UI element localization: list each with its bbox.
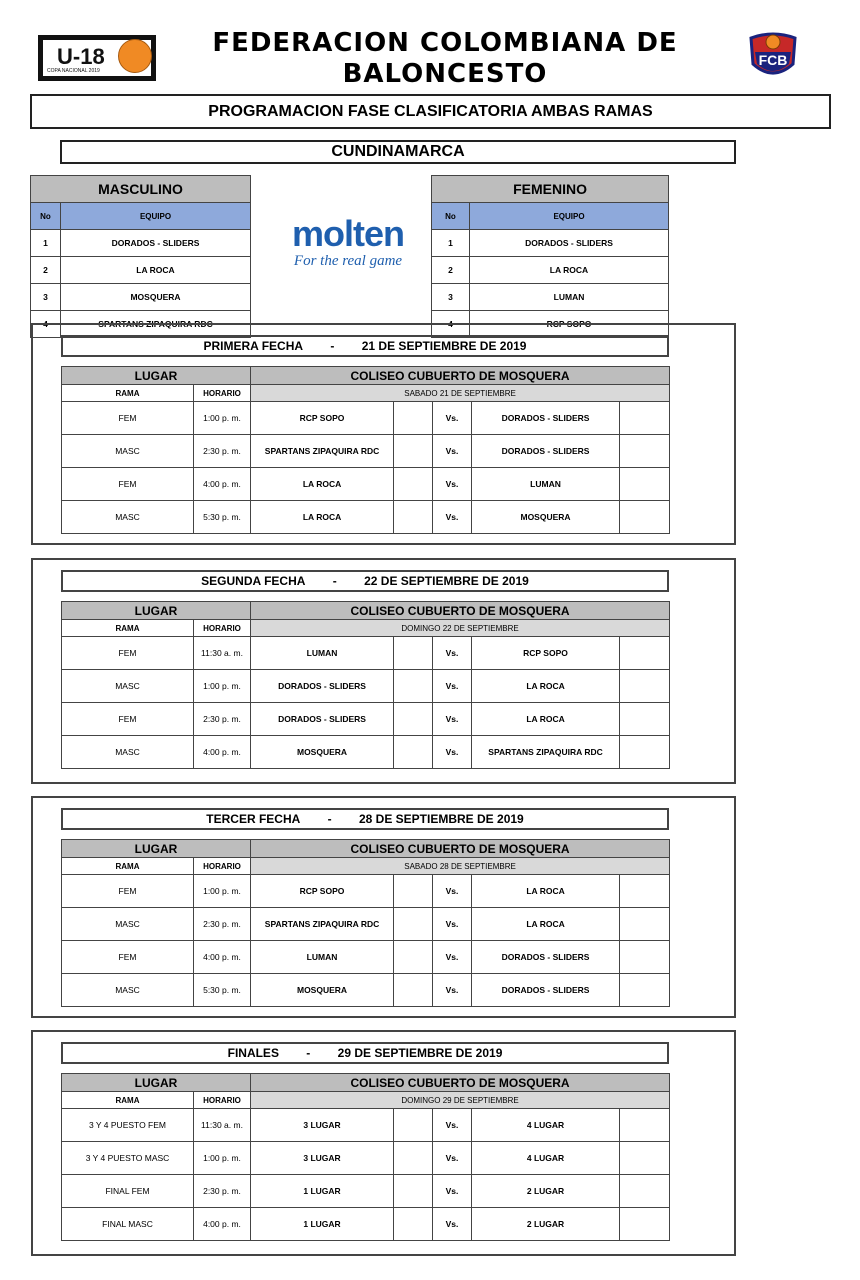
- game-row: [62, 1175, 670, 1208]
- federation-title: [150, 28, 740, 90]
- team-name: SPARTANS ZIPAQUIRA RDC: [61, 311, 251, 338]
- game-away-team: LA ROCA: [472, 670, 620, 703]
- game-rama: MASC: [62, 670, 194, 703]
- game-blank: [394, 670, 433, 703]
- game-away-team: DORADOS - SLIDERS: [472, 402, 620, 435]
- game-vs: Vs.: [433, 468, 472, 501]
- game-time: 11:30 a. m.: [194, 637, 251, 670]
- team-no: 1: [31, 230, 61, 257]
- round-name: SEGUNDA FECHA: [201, 574, 306, 588]
- game-home-team: SPARTANS ZIPAQUIRA RDC: [251, 435, 394, 468]
- game-rama: MASC: [62, 974, 194, 1007]
- game-home-team: RCP SOPO: [251, 875, 394, 908]
- game-rama: FEM: [62, 703, 194, 736]
- game-vs: Vs.: [433, 703, 472, 736]
- round-section: [31, 558, 736, 784]
- game-vs: Vs.: [433, 908, 472, 941]
- game-away-team: MOSQUERA: [472, 501, 620, 534]
- game-home-team: MOSQUERA: [251, 974, 394, 1007]
- game-blank: [620, 974, 670, 1007]
- game-time: 11:30 a. m.: [194, 1109, 251, 1142]
- game-row: [62, 875, 670, 908]
- team-no: 4: [31, 311, 61, 338]
- game-home-team: 1 LUGAR: [251, 1175, 394, 1208]
- game-row: [62, 974, 670, 1007]
- game-blank: [620, 435, 670, 468]
- game-away-team: DORADOS - SLIDERS: [472, 941, 620, 974]
- game-row: [62, 703, 670, 736]
- game-away-team: LA ROCA: [472, 875, 620, 908]
- team-name: LUMAN: [470, 284, 669, 311]
- team-name: MOSQUERA: [61, 284, 251, 311]
- game-rama: MASC: [62, 908, 194, 941]
- u18-logo: [38, 35, 156, 81]
- horario-header: HORARIO: [194, 858, 251, 875]
- game-vs: Vs.: [433, 1175, 472, 1208]
- round-separator: -: [332, 574, 337, 588]
- team-no: 4: [432, 311, 470, 338]
- game-row: [62, 1208, 670, 1241]
- team-no: 2: [432, 257, 470, 284]
- federation-title-line1: FEDERACION COLOMBIANA DE: [212, 28, 678, 58]
- col-team: EQUIPO: [470, 203, 669, 230]
- round-date-bar: [61, 1042, 669, 1064]
- molten-brand: molten: [291, 213, 404, 254]
- games-table: [61, 366, 670, 534]
- game-time: 4:00 p. m.: [194, 941, 251, 974]
- game-away-team: 2 LUGAR: [472, 1175, 620, 1208]
- game-blank: [620, 1208, 670, 1241]
- day-header: SABADO 28 DE SEPTIEMBRE: [251, 858, 670, 875]
- game-row: [62, 670, 670, 703]
- federation-title-line2: BALONCESTO: [342, 59, 548, 89]
- game-home-team: DORADOS - SLIDERS: [251, 703, 394, 736]
- game-rama: FINAL FEM: [62, 1175, 194, 1208]
- horario-header: HORARIO: [194, 1092, 251, 1109]
- game-rama: FEM: [62, 402, 194, 435]
- game-blank: [394, 1175, 433, 1208]
- game-blank: [394, 736, 433, 769]
- game-home-team: LA ROCA: [251, 501, 394, 534]
- game-vs: Vs.: [433, 1142, 472, 1175]
- games-table: [61, 601, 670, 769]
- game-away-team: 4 LUGAR: [472, 1109, 620, 1142]
- game-blank: [620, 670, 670, 703]
- game-away-team: DORADOS - SLIDERS: [472, 974, 620, 1007]
- game-row: [62, 435, 670, 468]
- lugar-header: LUGAR: [62, 602, 251, 620]
- femenino-title: FEMENINO: [432, 176, 669, 203]
- game-time: 2:30 p. m.: [194, 908, 251, 941]
- day-header: SABADO 21 DE SEPTIEMBRE: [251, 385, 670, 402]
- venue-header: COLISEO CUBUERTO DE MOSQUERA: [251, 602, 670, 620]
- lugar-header: LUGAR: [62, 367, 251, 385]
- game-vs: Vs.: [433, 1109, 472, 1142]
- game-vs: Vs.: [433, 501, 472, 534]
- game-rama: MASC: [62, 435, 194, 468]
- team-no: 1: [432, 230, 470, 257]
- venue-header: COLISEO CUBUERTO DE MOSQUERA: [251, 840, 670, 858]
- game-time: 1:00 p. m.: [194, 670, 251, 703]
- game-vs: Vs.: [433, 670, 472, 703]
- team-no: 2: [31, 257, 61, 284]
- game-row: [62, 468, 670, 501]
- game-blank: [394, 637, 433, 670]
- game-blank: [394, 1142, 433, 1175]
- game-home-team: SPARTANS ZIPAQUIRA RDC: [251, 908, 394, 941]
- col-team: EQUIPO: [61, 203, 251, 230]
- round-separator: -: [327, 812, 332, 826]
- game-time: 4:00 p. m.: [194, 736, 251, 769]
- game-vs: Vs.: [433, 637, 472, 670]
- game-row: [62, 941, 670, 974]
- game-blank: [394, 435, 433, 468]
- game-time: 1:00 p. m.: [194, 875, 251, 908]
- col-no: No: [432, 203, 470, 230]
- round-date: 29 DE SEPTIEMBRE DE 2019: [337, 1046, 503, 1060]
- game-row: [62, 501, 670, 534]
- game-row: [62, 1142, 670, 1175]
- game-home-team: LUMAN: [251, 637, 394, 670]
- game-rama: 3 Y 4 PUESTO FEM: [62, 1109, 194, 1142]
- game-rama: FEM: [62, 941, 194, 974]
- game-home-team: 3 LUGAR: [251, 1142, 394, 1175]
- basketball-icon: [118, 39, 152, 73]
- game-row: [62, 1109, 670, 1142]
- team-name: LA ROCA: [470, 257, 669, 284]
- game-blank: [620, 637, 670, 670]
- game-time: 2:30 p. m.: [194, 1175, 251, 1208]
- round-section: [31, 796, 736, 1018]
- masculino-teams-table: [30, 175, 251, 338]
- masculino-title: MASCULINO: [31, 176, 251, 203]
- game-time: 1:00 p. m.: [194, 402, 251, 435]
- game-blank: [620, 941, 670, 974]
- game-blank: [620, 736, 670, 769]
- game-away-team: SPARTANS ZIPAQUIRA RDC: [472, 736, 620, 769]
- game-home-team: RCP SOPO: [251, 402, 394, 435]
- venue-header: COLISEO CUBUERTO DE MOSQUERA: [251, 367, 670, 385]
- rama-header: RAMA: [62, 620, 194, 637]
- game-vs: Vs.: [433, 435, 472, 468]
- col-no: No: [31, 203, 61, 230]
- game-rama: FINAL MASC: [62, 1208, 194, 1241]
- game-time: 1:00 p. m.: [194, 1142, 251, 1175]
- round-separator: -: [330, 339, 335, 353]
- day-header: DOMINGO 29 DE SEPTIEMBRE: [251, 1092, 670, 1109]
- game-blank: [620, 703, 670, 736]
- game-rama: 3 Y 4 PUESTO MASC: [62, 1142, 194, 1175]
- game-blank: [394, 1109, 433, 1142]
- horario-header: HORARIO: [194, 620, 251, 637]
- game-row: [62, 637, 670, 670]
- game-blank: [620, 501, 670, 534]
- team-no: 3: [31, 284, 61, 311]
- game-time: 5:30 p. m.: [194, 974, 251, 1007]
- game-blank: [620, 1175, 670, 1208]
- game-rama: FEM: [62, 875, 194, 908]
- game-vs: Vs.: [433, 974, 472, 1007]
- game-rama: FEM: [62, 637, 194, 670]
- game-blank: [620, 468, 670, 501]
- team-name: LA ROCA: [61, 257, 251, 284]
- game-blank: [620, 402, 670, 435]
- game-time: 2:30 p. m.: [194, 435, 251, 468]
- game-blank: [394, 468, 433, 501]
- molten-logo: [268, 215, 428, 275]
- round-name: PRIMERA FECHA: [203, 339, 304, 353]
- u18-logo-text: U-18: [57, 44, 105, 69]
- team-no: 3: [432, 284, 470, 311]
- game-away-team: 2 LUGAR: [472, 1208, 620, 1241]
- programacion-title: PROGRAMACION FASE CLASIFICATORIA AMBAS RAMAS: [30, 94, 831, 129]
- team-name: DORADOS - SLIDERS: [61, 230, 251, 257]
- u18-logo-subtitle: COPA NACIONAL 2019: [47, 68, 100, 74]
- fcb-logo: [746, 30, 800, 82]
- round-date: 21 DE SEPTIEMBRE DE 2019: [361, 339, 527, 353]
- game-away-team: LA ROCA: [472, 703, 620, 736]
- game-vs: Vs.: [433, 736, 472, 769]
- venue-header: COLISEO CUBUERTO DE MOSQUERA: [251, 1074, 670, 1092]
- game-blank: [394, 941, 433, 974]
- game-blank: [394, 1208, 433, 1241]
- game-away-team: LA ROCA: [472, 908, 620, 941]
- game-blank: [394, 703, 433, 736]
- game-blank: [394, 908, 433, 941]
- round-date-bar: [61, 808, 669, 830]
- game-blank: [394, 402, 433, 435]
- round-date-bar: [61, 335, 669, 357]
- femenino-teams-table: [431, 175, 669, 338]
- round-name: TERCER FECHA: [206, 812, 301, 826]
- round-date: 28 DE SEPTIEMBRE DE 2019: [358, 812, 524, 826]
- game-blank: [620, 875, 670, 908]
- game-away-team: 4 LUGAR: [472, 1142, 620, 1175]
- horario-header: HORARIO: [194, 385, 251, 402]
- game-away-team: LUMAN: [472, 468, 620, 501]
- game-time: 2:30 p. m.: [194, 703, 251, 736]
- game-rama: MASC: [62, 736, 194, 769]
- game-home-team: LUMAN: [251, 941, 394, 974]
- game-blank: [620, 1142, 670, 1175]
- game-away-team: DORADOS - SLIDERS: [472, 435, 620, 468]
- game-vs: Vs.: [433, 875, 472, 908]
- game-home-team: 3 LUGAR: [251, 1109, 394, 1142]
- rama-header: RAMA: [62, 858, 194, 875]
- round-name: FINALES: [227, 1046, 279, 1060]
- game-blank: [620, 908, 670, 941]
- team-name: DORADOS - SLIDERS: [470, 230, 669, 257]
- game-vs: Vs.: [433, 1208, 472, 1241]
- game-time: 4:00 p. m.: [194, 1208, 251, 1241]
- molten-tagline: For the real game: [293, 253, 403, 269]
- game-rama: FEM: [62, 468, 194, 501]
- game-time: 5:30 p. m.: [194, 501, 251, 534]
- game-blank: [394, 875, 433, 908]
- game-home-team: LA ROCA: [251, 468, 394, 501]
- game-home-team: MOSQUERA: [251, 736, 394, 769]
- game-vs: Vs.: [433, 941, 472, 974]
- games-table: [61, 1073, 670, 1241]
- game-home-team: DORADOS - SLIDERS: [251, 670, 394, 703]
- team-name: RCP SOPO: [470, 311, 669, 338]
- game-blank: [394, 974, 433, 1007]
- region-title: CUNDINAMARCA: [60, 140, 736, 164]
- rama-header: RAMA: [62, 1092, 194, 1109]
- round-section: [31, 1030, 736, 1256]
- lugar-header: LUGAR: [62, 1074, 251, 1092]
- fcb-logo-text: FCB: [758, 52, 788, 68]
- day-header: DOMINGO 22 DE SEPTIEMBRE: [251, 620, 670, 637]
- game-row: [62, 908, 670, 941]
- game-blank: [394, 501, 433, 534]
- game-time: 4:00 p. m.: [194, 468, 251, 501]
- round-separator: -: [306, 1046, 311, 1060]
- game-blank: [620, 1109, 670, 1142]
- round-section: [31, 323, 736, 545]
- round-date-bar: [61, 570, 669, 592]
- game-vs: Vs.: [433, 402, 472, 435]
- lugar-header: LUGAR: [62, 840, 251, 858]
- game-away-team: RCP SOPO: [472, 637, 620, 670]
- game-row: [62, 736, 670, 769]
- games-table: [61, 839, 670, 1007]
- rama-header: RAMA: [62, 385, 194, 402]
- game-rama: MASC: [62, 501, 194, 534]
- game-row: [62, 402, 670, 435]
- round-date: 22 DE SEPTIEMBRE DE 2019: [364, 574, 529, 588]
- game-home-team: 1 LUGAR: [251, 1208, 394, 1241]
